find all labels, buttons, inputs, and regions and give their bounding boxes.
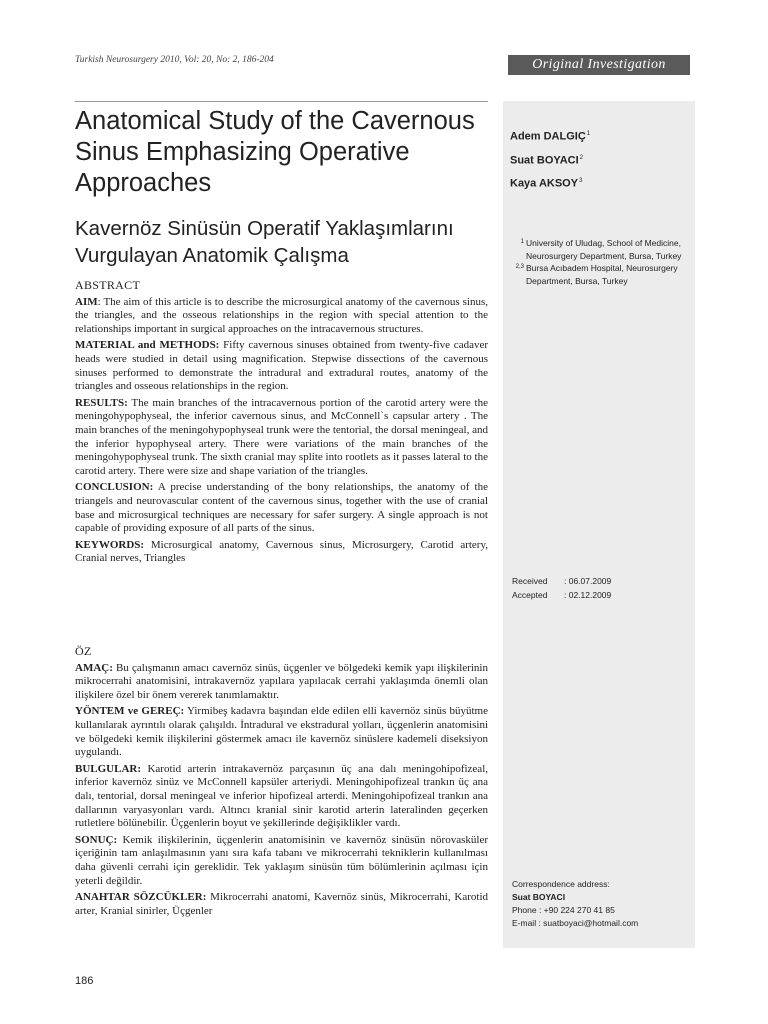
oz-heading: ÖZ [75,644,92,658]
abstract-section [75,279,488,569]
author: Adem DALGIÇ$^1$ [510,130,591,143]
author: Kaya AKSOY$^3$ [510,177,583,190]
abstract-heading: ABSTRACT [75,278,141,292]
oz-section [75,645,488,921]
received-date: Received : 06.07.2009 [512,576,612,586]
section-badge: Original Investigation [508,55,690,75]
oz-keywords: ANAHTAR SÖZCÜKLER: Mikrocerrahi anatomi, Kavernöz sinüs, Mikrocerrahi, Karotid arter, Kranial sinirler, Üçgenler [75,891,489,917]
affiliation: 1 University of Uludag, School of Medicine, Neurosurgery Department, Bursa, Turkey [520,238,682,261]
page-number: 186 [75,975,94,987]
oz-paragraph: BULGULAR: Karotid arterin intrakavernöz parçasının üç ana dalı meningohipofizeal, inferior kavernöz sinüz ve McConnell kapsüler arteriydi. Meningohipofizeal trankın üç ana dalı, tentorial, dorsal meningeal ve inferior hipofizeal arterdi. Meningohipofizeal trankın ana dallarının varyasyonları vardı. Altıncı kranial sinir karotid arterin lateralinden geçerken rutletlere bölünebilir. Üçgenlerin boyut ve şekillerinde değişiklikler vardı. [75,762,488,830]
journal-citation: Turkish Neurosurgery 2010, Vol: 20, No: 2, 186-204 [75,55,274,65]
author: Suat BOYACI$^2$ [510,154,584,167]
oz-paragraph: AMAÇ: Bu çalışmanın amacı cavernöz sinüs, üçgenler ve bölgedeki kemik yapı ilişkilerinin mikrocerrahi anatomisini, intrakavernöz yapılara yapılacak cerrahi yaklaşımda önemli olan ilişkilere özel bir önem vererek tanımlamaktır. [75,661,488,701]
header-divider [75,101,488,102]
oz-paragraph: YÖNTEM ve GEREÇ: Yirmibeş kadavra başından elde edilen elli kavernöz sinüs büyütme kullanılarak ayrıntılı olarak çalışıldı. İntradural ve ekstradural yolları, üçgenlerin anatomisini ve bölgedeki kemik ilişkilerini göstermek amacı ile kavernöz sinüslere kademeli diseksiyon uygulandı. [75,705,488,759]
abstract-paragraph: RESULTS: The main branches of the intracavernous portion of the carotid artery were the meningohypophyseal, the inferior cavernous sinus, and McConnell`s capsular artery . The main branches of the meningohypophyseal trunk were the tentorial, the dorsal meningeal, and the inferior hypophyseal artery. There were variations of the main branches of the meningohypophyseal trunk. The sixth cranial may splite into rootlets as it passes lateral to the carotid artery. There were size and shape variation of the triangles. [75,396,488,477]
author-list [510,124,695,195]
affiliation: 2,3 Bursa Acıbadem Hospital, Neurosurgery Department, Bursa, Turkey [515,263,678,286]
article-subtitle: Kavernöz Sinüsün Operatif Yaklaşımlarını Vurgulayan Anatomik Çalışma [75,217,454,267]
oz-paragraph: SONUÇ: Kemik ilişkilerinin, üçgenlerin anatomisinin ve kavernöz sinüsün nörovasküler içeriğinin tam anlaşılmasının yanı sıra kafa tabanı ve mikrocerrahi tekniklerin kullanılması daha güvenli cerrahi için gereklidir. Tek yaklaşım sinüsün tüm bölümlerinin açılması için yeterli değildir. [75,833,488,887]
accepted-date: Accepted : 02.12.2009 [512,590,612,600]
article-title: Anatomical Study of the Cavernous Sinus Emphasizing Operative Approaches [75,107,475,197]
abstract-paragraph: CONCLUSION: A precise understanding of the bony relationships, the anatomy of the triangels and neurovascular content of the cavernous sinus, together with the use of cranial base and microsurgical techniques are necessary for safer surgery. A single approach is not capable of providing exposure of all parts of the sinus. [75,481,488,535]
abstract-paragraph: AIM: The aim of this article is to describe the microsurgical anatomy of the cavernous sinus, the triangles, and the osseous relationships in the region with special attention to the relationships important in surgical approaches on the intracavernous structures. [75,295,488,335]
article-dates [512,574,692,602]
affiliation-list [510,237,696,287]
correspondence-block: Correspondence address: Suat BOYACI Phone : +90 224 270 41 85 E-mail : suatboyaci@hotmail.com [512,879,639,928]
abstract-paragraph: MATERIAL and METHODS: Fifty cavernous sinuses obtained from twenty-five cadaver heads were studied in detail using magnification. Stepwise dissections of the cavernous sinuses performed to demonstrate the intradural and extradural routes, anatomy of the triangles and osseous relationships in the region. [75,339,489,393]
sidebar-panel [503,101,695,948]
abstract-keywords: KEYWORDS: Microsurgical anatomy, Cavernous sinus, Microsurgery, Carotid artery, Cranial nerves, Triangles [75,538,488,565]
